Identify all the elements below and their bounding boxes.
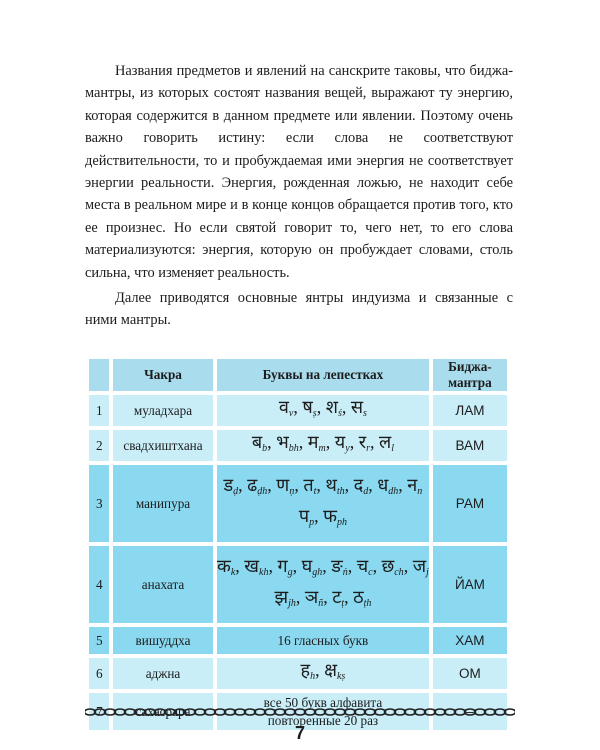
table-row bbox=[87, 428, 509, 463]
letters-line: ड$_ḍ$, ढ$_{ḍh}$, ण$_ṇ$, त$_t$, थ$_{th}$, द$_d$, ध$_{dh}$, न$_n$ bbox=[223, 474, 423, 497]
chakra-name: муладхара bbox=[111, 393, 215, 428]
row-number: 7 bbox=[87, 691, 111, 732]
transliteration: d bbox=[363, 485, 369, 497]
row-number: 1 bbox=[87, 393, 111, 428]
transliteration: j bbox=[426, 566, 429, 578]
devanagari-letter: ण bbox=[276, 474, 290, 495]
decorative-chain-divider bbox=[85, 707, 515, 717]
devanagari-letter: फ bbox=[323, 505, 337, 526]
devanagari-letter: ष bbox=[302, 397, 313, 417]
devanagari-letter: ध bbox=[377, 474, 389, 495]
table-row bbox=[87, 463, 509, 544]
transliteration: ch bbox=[394, 566, 404, 578]
devanagari-letter: म bbox=[307, 432, 319, 452]
row-number: 2 bbox=[87, 428, 111, 463]
devanagari-letter: ल bbox=[378, 432, 392, 452]
devanagari-letter: छ bbox=[381, 555, 395, 576]
table-row bbox=[87, 625, 509, 656]
devanagari-letter: थ bbox=[325, 474, 337, 495]
table-row bbox=[87, 656, 509, 691]
devanagari-letter: ढ bbox=[247, 474, 258, 495]
transliteration: ḍh bbox=[257, 485, 268, 497]
transliteration: ṅ bbox=[342, 566, 348, 578]
transliteration: kh bbox=[259, 566, 269, 578]
devanagari-letter: भ bbox=[276, 432, 289, 452]
table-row bbox=[87, 544, 509, 625]
devanagari-letter: च bbox=[356, 555, 369, 576]
paragraph: Далее приводятся основные янтры индуизма и связанные с ними мантры. bbox=[85, 290, 513, 329]
chakra-table bbox=[85, 355, 511, 734]
bija-mantra: ВАМ bbox=[431, 428, 509, 463]
paragraph: Названия предметов и явлений на санскрите таковы, что биджа-мантры, из которых состоят названия вещей, выражают ту энергию, которая содержится в данном предмете или явлении. Поэтому очень важно говорить истину: если слова не соответствуют действительности, то и пробуждаемая ими энергия не соответствует энергии реальности. Энергия, рожденная ложью, не находит себе места в реальном мире и в конце концов обращается против того, кто ее произнес. Но если святой говорит то, чего нет, то его слова материализуются: энергия, которую он пробуждает словами, столь сильна, что изменяет реальность. bbox=[85, 63, 513, 281]
transliteration: ṇ bbox=[289, 485, 295, 497]
devanagari-letter: ङ bbox=[331, 555, 343, 576]
petal-letters bbox=[215, 656, 431, 691]
transliteration: k bbox=[230, 566, 236, 578]
header-number bbox=[87, 357, 111, 393]
devanagari-letter: क bbox=[217, 555, 231, 576]
letters-line: क$_k$, ख$_{kh}$, ग$_g$, घ$_{gh}$, ङ$_ṅ$, च$_c$, छ$_{ch}$, ज$_j$ bbox=[217, 555, 429, 578]
table-row bbox=[87, 393, 509, 428]
header-chakra: Чакра bbox=[111, 357, 215, 393]
transliteration: c bbox=[368, 566, 373, 578]
devanagari-letter: स bbox=[350, 397, 364, 417]
devanagari-letter: श bbox=[325, 397, 338, 417]
transliteration: r bbox=[366, 443, 370, 454]
devanagari-letter: झ bbox=[274, 586, 289, 607]
chakra-name: анахата bbox=[111, 544, 215, 625]
transliteration: ś bbox=[337, 408, 342, 419]
row-number: 5 bbox=[87, 625, 111, 656]
letters-line: झ$_{jh}$, ञ$_ñ$, ट$_ṭ$, ठ$_{ṭh}$ bbox=[274, 586, 372, 609]
devanagari-letter: ख bbox=[244, 555, 260, 576]
petal-letters bbox=[215, 463, 431, 544]
body-text bbox=[85, 60, 513, 332]
devanagari-letter: ग bbox=[277, 555, 288, 576]
bija-mantra: ОМ bbox=[431, 656, 509, 691]
transliteration: ñ bbox=[318, 597, 324, 609]
letters-text: 16 гласных букв bbox=[277, 632, 369, 648]
bija-mantra: ХАМ bbox=[431, 625, 509, 656]
devanagari-letter: ठ bbox=[353, 586, 364, 607]
transliteration: t bbox=[313, 485, 317, 497]
letters-text: повторенные 20 раз bbox=[267, 712, 379, 728]
transliteration: ṭ bbox=[341, 597, 345, 609]
petal-letters bbox=[215, 393, 431, 428]
transliteration: v bbox=[288, 408, 294, 419]
devanagari-letter: ञ bbox=[304, 586, 319, 607]
devanagari-letter: न bbox=[407, 474, 418, 495]
transliteration: b bbox=[262, 443, 268, 454]
transliteration: h bbox=[310, 671, 316, 682]
transliteration: s bbox=[363, 408, 367, 419]
transliteration: kṣ bbox=[336, 671, 346, 682]
devanagari-letter: र bbox=[358, 432, 367, 452]
bija-mantra: ЙАМ bbox=[431, 544, 509, 625]
devanagari-letter: प bbox=[298, 505, 310, 526]
transliteration: g bbox=[287, 566, 293, 578]
letters-text: все 50 букв алфавита bbox=[263, 694, 383, 710]
letters-line: व$_v$, ष$_ṣ$, श$_ś$, स$_s$ bbox=[278, 397, 367, 419]
transliteration: p bbox=[309, 516, 315, 528]
table-header-row bbox=[87, 357, 509, 393]
transliteration: y bbox=[345, 443, 350, 454]
header-bija: Биджа-мантра bbox=[431, 357, 509, 393]
bija-mantra: РАМ bbox=[431, 463, 509, 544]
petal-letters bbox=[215, 625, 431, 656]
transliteration: ṭh bbox=[363, 597, 372, 609]
bija-mantra: – bbox=[431, 691, 509, 732]
page-number: 7 bbox=[294, 723, 305, 743]
bija-mantra: ЛАМ bbox=[431, 393, 509, 428]
devanagari-letter: क्ष bbox=[324, 660, 337, 680]
devanagari-letter: व bbox=[278, 397, 289, 417]
transliteration: ph bbox=[336, 516, 347, 528]
devanagari-letter: द bbox=[353, 474, 364, 495]
transliteration: n bbox=[417, 485, 423, 497]
devanagari-letter: घ bbox=[301, 555, 313, 576]
transliteration: dh bbox=[388, 485, 399, 497]
row-number: 6 bbox=[87, 656, 111, 691]
header-letters: Буквы на лепестках bbox=[215, 357, 431, 393]
devanagari-letter: ह bbox=[300, 660, 311, 680]
chakra-name: манипура bbox=[111, 463, 215, 544]
row-number: 3 bbox=[87, 463, 111, 544]
transliteration: jh bbox=[288, 597, 296, 609]
transliteration: bh bbox=[288, 443, 299, 454]
devanagari-letter: ड bbox=[223, 474, 234, 495]
transliteration: ḍ bbox=[233, 485, 239, 497]
transliteration: m bbox=[318, 443, 326, 454]
transliteration: ṣ bbox=[312, 408, 317, 419]
devanagari-letter: य bbox=[334, 432, 346, 452]
chakra-name: аджна bbox=[111, 656, 215, 691]
chakra-name: вишуддха bbox=[111, 625, 215, 656]
devanagari-letter: ज bbox=[412, 555, 427, 576]
letters-line: ह$_h$, क्ष$_{kṣ}$ bbox=[300, 660, 346, 682]
transliteration: l bbox=[391, 443, 394, 454]
devanagari-letter: ब bbox=[251, 432, 263, 452]
chakra-name: свадхиштхана bbox=[111, 428, 215, 463]
petal-letters bbox=[215, 428, 431, 463]
transliteration: gh bbox=[312, 566, 323, 578]
devanagari-letter: ट bbox=[332, 586, 342, 607]
letters-line: ब$_b$, भ$_{bh}$, म$_m$, य$_y$, र$_r$, ल$_l$ bbox=[251, 432, 394, 454]
row-number: 4 bbox=[87, 544, 111, 625]
letters-line: प$_p$, फ$_{ph}$ bbox=[298, 505, 347, 528]
petal-letters bbox=[215, 544, 431, 625]
devanagari-letter: त bbox=[303, 474, 314, 495]
table-body bbox=[87, 393, 509, 732]
transliteration: th bbox=[336, 485, 345, 497]
chakra-name: сахасрара bbox=[111, 691, 215, 732]
